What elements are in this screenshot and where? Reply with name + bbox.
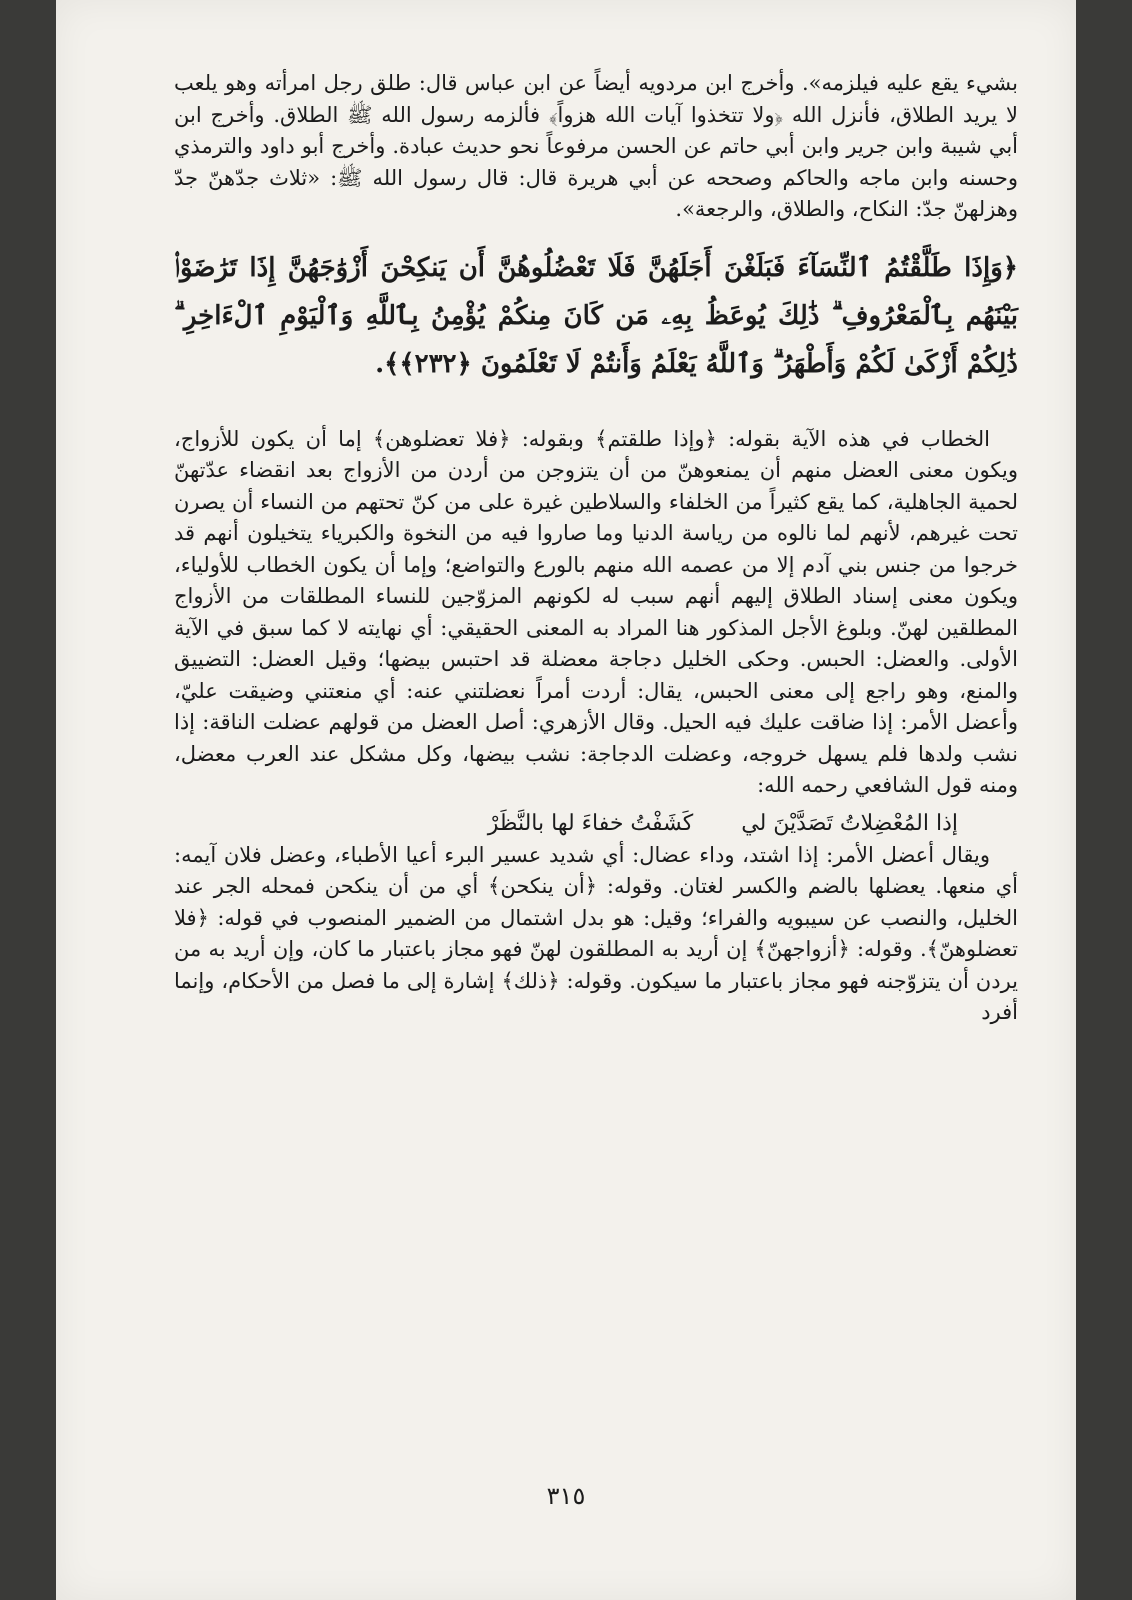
page-text — [174, 68, 1018, 1029]
spacer — [174, 414, 1018, 424]
poem-verse — [174, 808, 1018, 840]
quran-verse: ﴿وَإِذَا طَلَّقْتُمُ ٱلنِّسَآءَ فَبَلَغْنَ أَجَلَهُنَّ فَلَا تَعْضُلُوهُنَّ أَن يَنكِحْنَ أَزْوَٰجَهُنَّ إِذَا تَرَٰضَوْا۟ بَيْنَهُم بِٱلْمَعْرُوفِ ۗ ذَٰلِكَ يُوعَظُ بِهِۦ مَن كَانَ مِنكُمْ يُؤْمِنُ بِٱللَّهِ وَٱلْيَوْمِ ٱلْءَاخِرِ ۗ ذَٰلِكُمْ أَزْكَىٰ لَكُمْ وَأَطْهَرُ ۗ وَٱللَّهُ يَعْلَمُ وَأَنتُمْ لَا تَعْلَمُونَ ﴿٢٣٢﴾﴾. — [174, 252, 1018, 379]
book-page — [56, 0, 1076, 1600]
poem-hemistich-first: إذا المُعْضِلاتُ تَصَدَّيْنَ لي — [741, 810, 958, 836]
poem-hemistich-second: كَشَفْتُ خفاءَ لها بالنَّظَرْ — [487, 810, 694, 836]
paragraph-hadith: بشيء يقع عليه فيلزمه». وأخرج ابن مردويه أيضاً عن ابن عباس قال: طلق رجل امرأته وهو يلعب لا يريد الطلاق، فأنزل الله ﴿ولا تتخذوا آيات الله هزواً﴾ فألزمه رسول الله ﷺ الطلاق. وأخرج ابن أبي شيبة وابن جرير وابن أبي حاتم عن الحسن مرفوعاً نحو حديث عبادة. وأخرج أبو داود والترمذي وحسنه وابن ماجه والحاكم وصححه عن أبي هريرة قال: قال رسول الله ﷺ: «ثلاث جدّهنّ جدّ وهزلهنّ جدّ: النكاح، والطلاق، والرجعة». — [174, 71, 1018, 221]
paragraph-commentary: الخطاب في هذه الآية بقوله: ﴿وإذا طلقتم﴾ وبقوله: ﴿فلا تعضلوهن﴾ إما أن يكون للأزواج، ويكون معنى العضل منهم أن يمنعوهنّ من أن يتزوجن من أردن من الأزواج بعد انقضاء عدّتهنّ لحمية الجاهلية، كما يقع كثيراً من الخلفاء والسلاطين غيرة على من كنّ تحتهم من النساء أن يصرن تحت غيرهم، لأنهم لما نالوه من رياسة الدنيا وما صاروا فيه من النخوة والكبرياء يتخيلون أنهم قد خرجوا من جنس بني آدم إلا من عصمه الله منهم بالورع والتواضع؛ وإما أن يكون الخطاب للأولياء، ويكون معنى إسناد الطلاق إليهم أنهم سبب له لكونهم المزوّجين للنساء المطلقات من الأزواج المطلقين لهنّ. وبلوغ الأجل المذكور هنا المراد به المعنى الحقيقي: أي نهايته لا كما سبق في الآية الأولى. والعضل: الحبس. وحكى الخليل دجاجة معضلة قد احتبس بيضها؛ وقيل العضل: التضييق والمنع، وهو راجع إلى معنى الحبس، يقال: أردت أمراً نعضلتني عنه: أي منعتني وضيقت عليّ، وأعضل الأمر: إذا ضاقت عليك فيه الحيل. وقال الأزهري: أصل العضل من قولهم عضلت الناقة: إذا نشب ولدها فلم يسهل خروجه، وعضلت الدجاجة: نشب بيضها، وكل مشكل عند العرب معضل، ومنه قول الشافعي رحمه الله: — [174, 426, 1018, 797]
paragraph-grammar: ويقال أعضل الأمر: إذا اشتد، وداء عضال: أي شديد عسير البرء أعيا الأطباء، وعضل فلان آيمه: أي منعها. يعضلها بالضم والكسر لغتان. وقوله: ﴿أن ينكحن﴾ أي من أن ينكحن فمحله الجر عند الخليل، والنصب عن سيبويه والفراء؛ وقيل: هو بدل اشتمال من الضمير المنصوب في قوله: ﴿فلا تعضلوهنّ﴾. وقوله: ﴿أزواجهنّ﴾ إن أريد به المطلقون لهنّ فهو مجاز باعتبار ما كان، وإن أريد به من يردن أن يتزوّجنه فهو مجاز باعتبار ما سيكون. وقوله: ﴿ذلك﴾ إشارة إلى ما فصل من الأحكام، وإنما أفرد — [174, 842, 1018, 1024]
page-number: ٣١٥ — [546, 1482, 586, 1510]
